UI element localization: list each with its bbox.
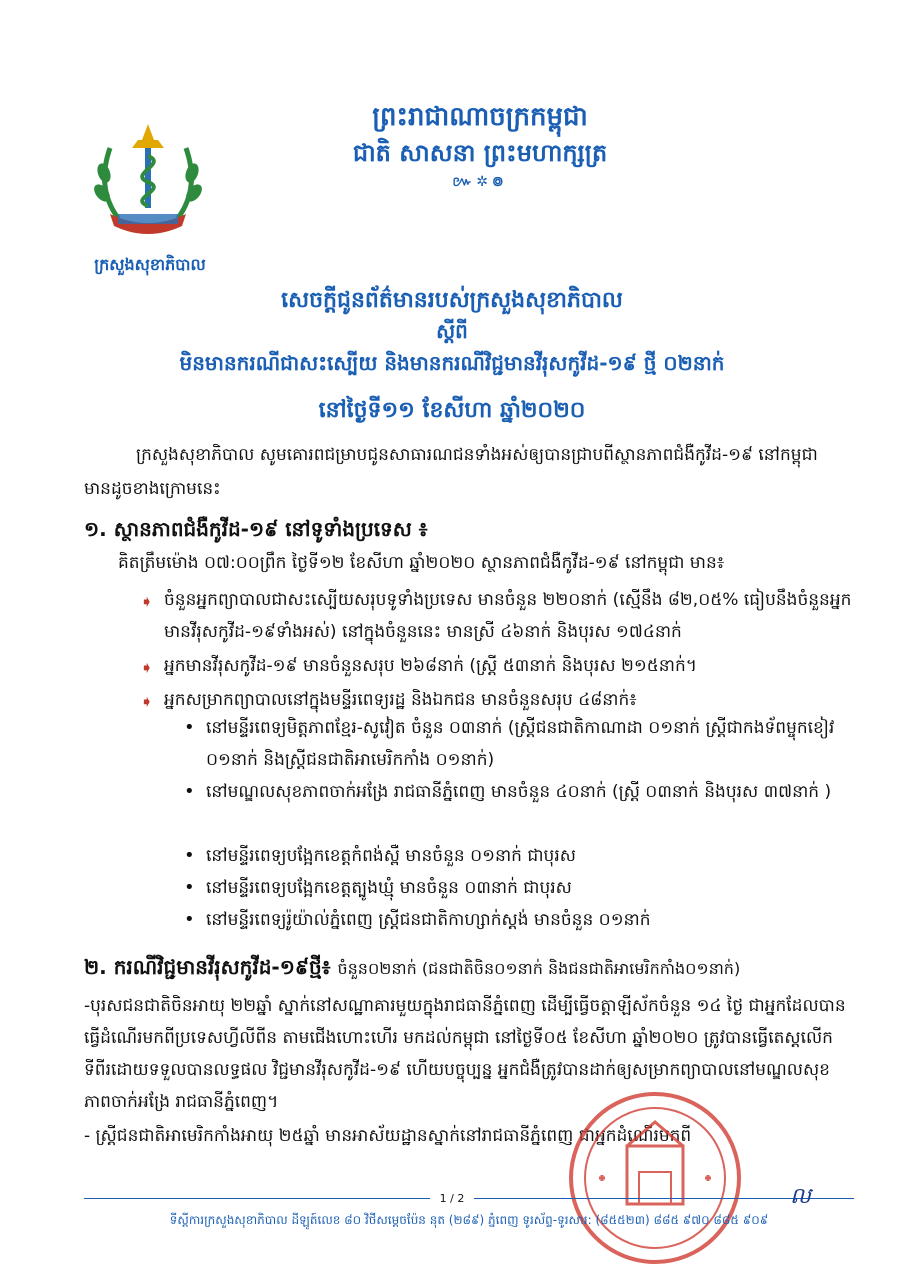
section-1-heading: ១. ស្ថានភាពជំងឺកូវីដ-១៩ នៅទូទាំងប្រទេស ៖ [84,517,428,541]
official-seal [565,1088,745,1268]
list-item [184,904,878,936]
footer-address: ទីស្តីការក្រសួងសុខាភិបាល ដីឡូត៍លេខ ៨០ វិថីសម្តេចប៉ែន នុត (២៨៩) ភ្នំពេញ ទូរស័ព្ទ-ទូរសារ: (៨៥៥២៣) ៨៨៥ ៩៧០ ៨៨៥ ៩០៩ [169,1213,769,1227]
arrow-bullet-icon: ➧ [140,658,154,677]
dot-bullet-icon: • [184,781,195,802]
section-2-heading [84,954,854,984]
list-item-text: នៅមន្ទីរពេទ្យបង្អែកខេត្តកំពង់ស្ពឺ មានចំនួន ០១នាក់ ជាបុរស [206,846,576,866]
list-item-text: នៅមន្ទីរពេទ្យបង្អែកខេត្តត្បូងឃ្មុំ មានចំនួន ០៣នាក់ ជាបុរស [206,878,572,898]
document-subject: មិនមានករណីជាសះស្បើយ និងមានករណីវិជ្ជមានវីរុសកូវីដ-១៩ ថ្មី ០២នាក់ [179,351,725,375]
list-item [140,650,878,682]
case-2-paragraph: - ស្ត្រីជនជាតិអាមេរិកកាំងអាយុ ២៥ឆ្នាំ មានអាស័យដ្ឋានស្នាក់នៅរាជធានីភ្នំពេញ ជាអ្នកដំណើរមកពី [84,1126,692,1146]
intro-paragraph: ក្រសួងសុខាភិបាល សូមគោរពជម្រាបជូនសាធារណជនទាំងអស់ឲ្យបានជ្រាបពីស្ថានភាពជំងឺកូវីដ-១៩ នៅកម្ពុជា មានដូចខាងក្រោមនេះ [84,445,818,499]
list-item-text: ចំនួនអ្នកព្យាបាលជាសះស្បើយសរុបទូទាំងប្រទេស មានចំនួន ២២០នាក់ (ស្មើនឹង ៨២,០៥% ធៀបនឹងចំនួនអ្នកមានវីរុសកូវីដ-១៩ទាំងអស់) នៅក្នុងចំនួននេះ មានស្រី ៤៦នាក់ និងបុរស ១៧៤នាក់ [164,590,852,642]
dot-bullet-icon: • [184,717,195,738]
ornament: ៚✲៙ [452,174,508,190]
section-2-detail: ចំនួន០២នាក់ (ជនជាតិចិន០១នាក់ និងជនជាតិអាមេរិកកាំង០១នាក់) [337,959,741,978]
document-title-about: ស្តីពី [436,319,468,343]
list-item-text: នៅមណ្ឌលសុខភាពចាក់អង្រែ រាជធានីភ្នំពេញ មានចំនួន ៤០នាក់ (ស្ត្រី ០៣នាក់ និងបុរស ៣៧នាក់ ) [206,782,832,802]
list-item-text: អ្នកសម្រាកព្យាបាលនៅក្នុងមន្ទីរពេទ្យរដ្ឋ និងឯកជន មានចំនួនសរុប ៤៨នាក់៖ [164,690,637,710]
dot-bullet-icon: • [184,845,195,866]
list-item [184,872,878,904]
document-date: នៅថ្ងៃទី១១ ខែសីហា ឆ្នាំ២០២០ [318,398,586,423]
list-item-text: នៅមន្ទីរពេទ្យមិត្តភាពខ្មែរ-សូវៀត ចំនួន ០៣នាក់ (ស្ត្រីជនជាតិកាណាដា ០១នាក់ ស្ត្រីជាកងទ័ពម្ចុកខៀវ ០១នាក់ និងស្ត្រីជនជាតិអាមេរិកកាំង ០១នាក់) [206,718,835,770]
list-item-text: នៅមន្ទីរពេទ្យរ៉ូយ៉ាល់ភ្នំពេញ ស្ត្រីជនជាតិកាហ្សាក់ស្តង់ មានចំនួន ០១នាក់ [206,910,651,930]
list-item [184,840,878,872]
list-item [184,776,878,808]
ministry-name: ក្រសួងសុខាភិបាល [94,255,206,274]
section-1-lead: គិតត្រឹមម៉ោង ០៧:០០ព្រឹក ថ្ងៃទី១២ ខែសីហា ឆ្នាំ២០២០ ស្ថានភាពជំងឺកូវីដ-១៩ នៅកម្ពុជា មាន៖ [118,553,725,573]
page-number: 1 / 2 [430,1192,474,1205]
arrow-bullet-icon: ➧ [140,692,154,711]
ministry-logo [88,118,208,248]
section-2-title: ២. ករណីវិជ្ជមានវីរុសកូវីដ-១៩ថ្មី៖ [84,955,331,979]
arrow-bullet-icon: ➧ [140,592,154,611]
kingdom-heading: ព្រះរាជាណាចក្រកម្ពុជា [372,102,588,132]
dot-bullet-icon: • [184,877,195,898]
case-1-paragraph: -បុរសជនជាតិចិនអាយុ ២២ឆ្នាំ ស្នាក់នៅសណ្ឋាគារមួយក្នុងរាជធានីភ្នំពេញ ដើម្បីធ្វើចត្តាឡីស័កចំនួន ១៤ ថ្ងៃ ជាអ្នកដែលបានធ្វើដំណើរមកពីប្រទេសហ្វីលីពីន តាមជើងហោះហើរ មកដល់កម្ពុជា នៅថ្ងៃទី០៥ ខែសីហា ឆ្នាំ២០២០ ត្រូវបានធ្វើតេស្តលើកទីពីរដោយទទួលបានលទ្ធផល វិជ្ជមានវីរុសកូវីដ-១៩ ហើយបច្ចុប្បន្ន អ្នកជំងឺត្រូវបានដាក់ឲ្យសម្រាកព្យាបាលនៅមណ្ឌលសុខភាពចាក់អង្រែ រាជធានីភ្នំពេញ។ [84,996,846,1112]
national-motto: ជាតិ សាសនា ព្រះមហាក្សត្រ [352,139,608,167]
document-title: សេចក្តីជូនព័ត៌មានរបស់ក្រសួងសុខាភិបាល [281,288,623,313]
signature: ល [790,1184,811,1209]
list-item [140,584,878,648]
list-item-text: អ្នកមានវីរុសកូវីដ-១៩ មានចំនួនសរុប ២៦៨នាក់ (ស្ត្រី ៥៣នាក់ និងបុរស ២១៥នាក់។ [164,656,697,676]
list-item [184,712,878,776]
dot-bullet-icon: • [184,909,195,930]
